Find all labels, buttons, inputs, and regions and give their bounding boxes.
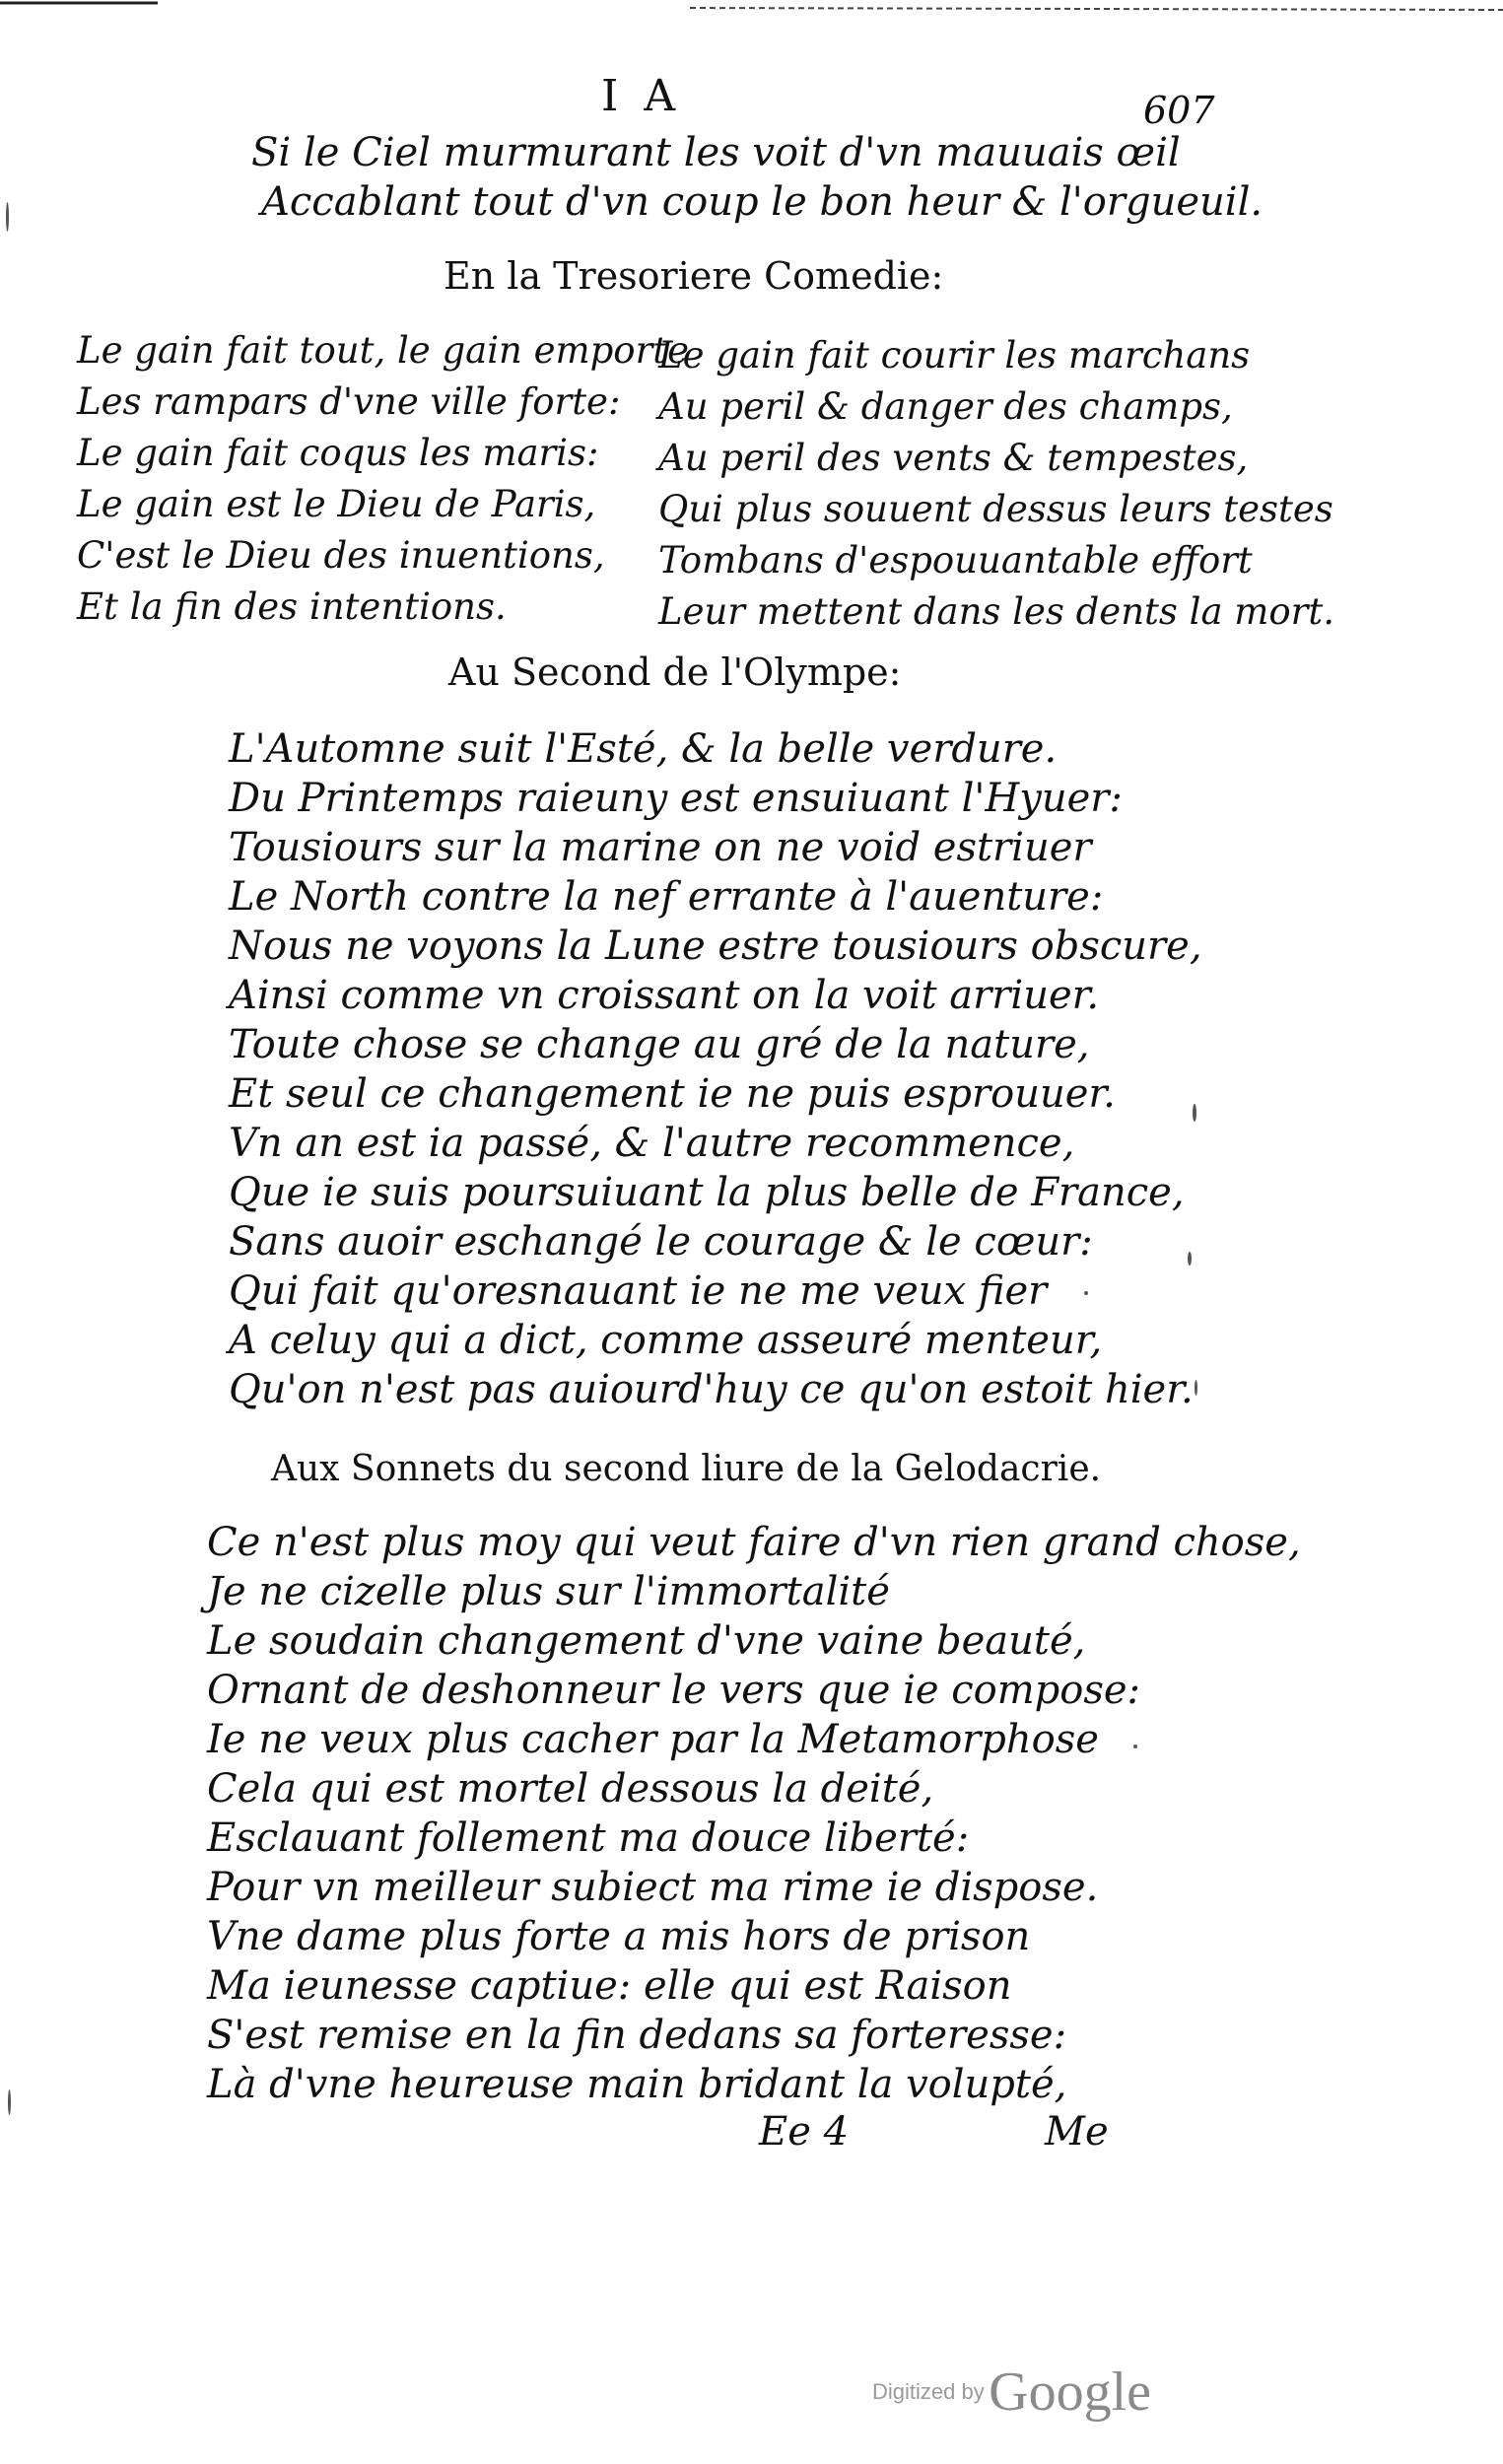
verse-line: Nous ne voyons la Lune estre tousiours obscure, (229, 924, 1202, 969)
verse-line: Pour vn meilleur subiect ma rime ie dispose. (207, 1865, 1099, 1910)
verse-line: Tousiours sur la marine on ne void estriuer (229, 825, 1092, 870)
verse-line: Je ne cizelle plus sur l'immortalité (207, 1569, 890, 1614)
ink-speck (8, 2089, 11, 2115)
ink-speck (6, 202, 9, 232)
section-heading-olympe: Au Second de l'Olympe: (448, 650, 902, 694)
ink-speck (1195, 1380, 1197, 1396)
verse-line: Ma ieunesse captiue: elle qui est Raison (207, 1963, 1012, 2009)
verse-line: Le gain est le Dieu de Paris, (77, 483, 596, 525)
ink-speck (1084, 1291, 1088, 1295)
left-column-verse (77, 325, 689, 633)
verse-line: Toute chose se change au gré de la nature, (229, 1022, 1090, 1067)
verse-line: Du Printemps raieuny est ensuiuant l'Hyuer: (229, 776, 1123, 821)
verse-line: Ce n'est plus moy qui veut faire d'vn rien grand chose, (207, 1520, 1301, 1565)
verse-line: Le gain fait courir les marchans (658, 334, 1251, 376)
verse-line: Le gain fait coqus les maris: (77, 432, 599, 474)
olympe-sonnet (229, 724, 1202, 1414)
verse-line: Tombans d'espouuantable effort (658, 539, 1253, 582)
verse-line: Le gain fait tout, le gain emporte (77, 329, 690, 372)
watermark-brand: Google (989, 2361, 1152, 2423)
verse-line: Sans auoir eschangé le courage & le cœur: (229, 1219, 1093, 1265)
gelodacrie-sonnet (207, 1518, 1301, 2109)
ink-speck (1133, 1745, 1137, 1748)
verse-line: Accablant tout d'vn coup le bon heur & l'orgueuil. (261, 179, 1264, 225)
verse-line: Qu'on n'est pas auiourd'huy ce qu'on estoit hier. (229, 1367, 1194, 1412)
verse-line: Cela qui est mortel dessous la deité, (207, 1766, 934, 1812)
opening-lines (251, 128, 1263, 227)
verse-line: Au peril & danger des champs, (658, 385, 1233, 428)
verse-line: L'Automne suit l'Esté, & la belle verdure. (229, 726, 1058, 772)
verse-line: Que ie suis poursuiuant la plus belle de France, (229, 1170, 1185, 1215)
verse-line: Leur mettent dans les dents la mort. (658, 590, 1334, 633)
verse-line: Si le Ciel murmurant les voit d'vn mauuais œil (251, 130, 1181, 175)
signature-mark: Ee 4 (759, 2109, 850, 2155)
verse-line: Esclauant follement ma douce liberté: (207, 1815, 970, 1861)
verse-line: A celuy qui a dict, comme asseuré menteur, (229, 1318, 1103, 1363)
verse-line: Là d'vne heureuse main bridant la volupté, (207, 2062, 1067, 2107)
verse-line: Le soudain changement d'vne vaine beauté, (207, 1618, 1086, 1664)
page-top-edge (0, 0, 1503, 14)
page-number: 607 (1143, 89, 1215, 132)
catchword: Me (1045, 2109, 1109, 2155)
verse-line: Le North contre la nef errante à l'auenture: (229, 874, 1104, 920)
verse-line: Les rampars d'vne ville forte: (77, 380, 621, 423)
digitized-watermark (872, 2361, 1151, 2424)
verse-line: Et la fin des intentions. (77, 585, 507, 628)
verse-line: C'est le Dieu des inuentions, (77, 534, 605, 577)
ink-speck (1193, 1104, 1196, 1122)
running-title: I A (601, 71, 682, 121)
section-heading-gelodacrie: Aux Sonnets du second liure de la Gelodacrie. (271, 1449, 1102, 1489)
verse-line: Ie ne veux plus cacher par la Metamorphose (207, 1717, 1099, 1762)
right-column-verse (658, 330, 1334, 638)
verse-line: Vn an est ia passé, & l'autre recommence, (229, 1121, 1075, 1166)
verse-line: Qui plus souuent dessus leurs testes (658, 488, 1333, 530)
verse-line: Qui fait qu'oresnauant ie ne me veux fier (229, 1268, 1048, 1314)
verse-line: Ornant de deshonneur le vers que ie compose: (207, 1668, 1141, 1713)
ink-speck (1188, 1252, 1192, 1266)
verse-line: Vne dame plus forte a mis hors de prison (207, 1914, 1031, 1959)
verse-line: Et seul ce changement ie ne puis esprouuer. (229, 1071, 1116, 1117)
verse-line: Ainsi comme vn croissant on la voit arriuer. (229, 973, 1100, 1018)
verse-line: S'est remise en la fin dedans sa forteresse: (207, 2013, 1067, 2058)
watermark-prefix: Digitized by (872, 2379, 985, 2404)
verse-line: Au peril des vents & tempestes, (658, 437, 1249, 479)
section-heading-tresoriere: En la Tresoriere Comedie: (444, 254, 944, 298)
